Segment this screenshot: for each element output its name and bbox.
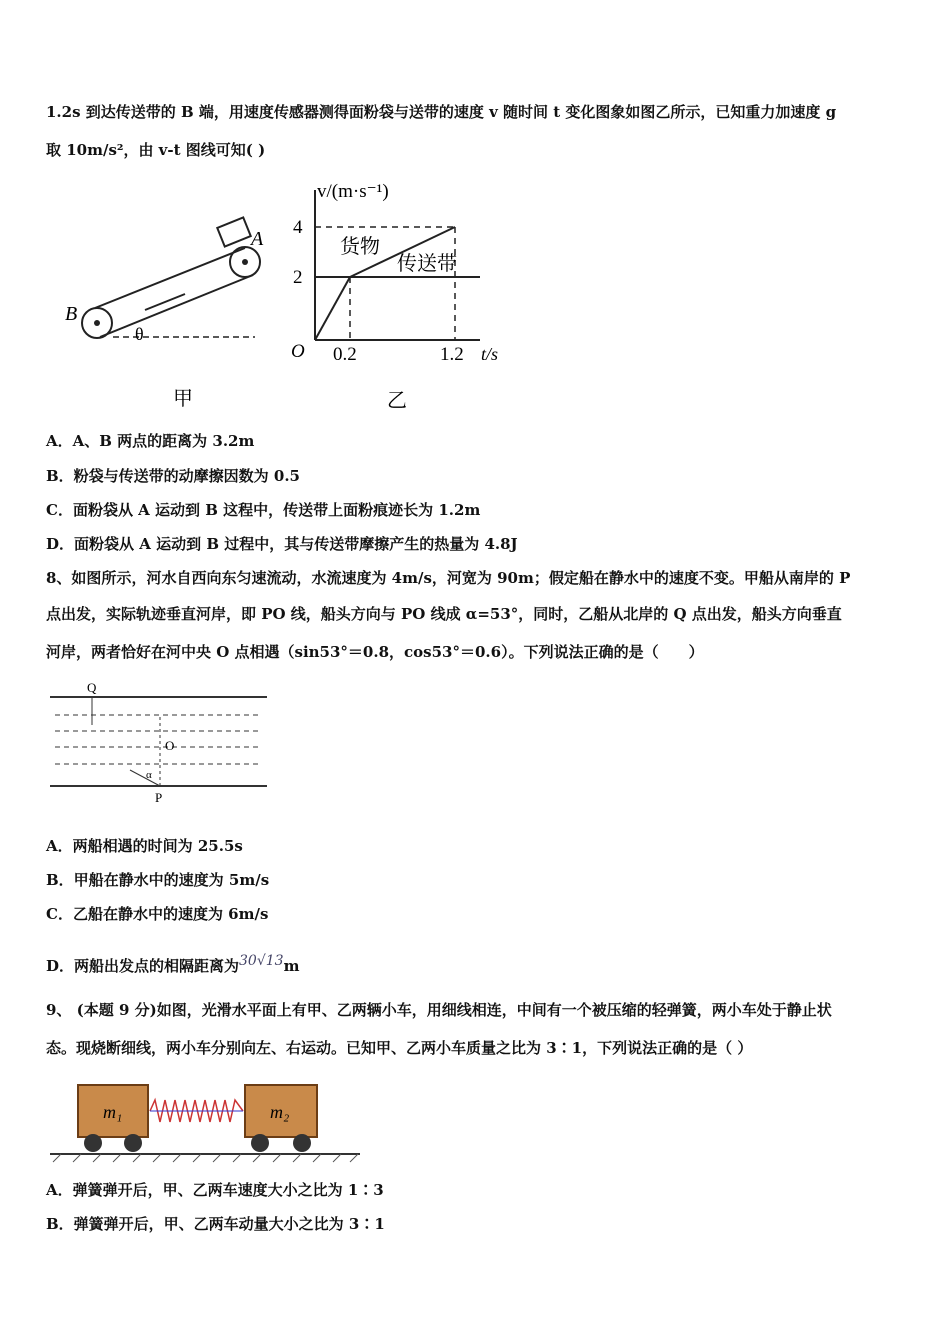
- caption-jia: 甲: [173, 388, 193, 410]
- q7-option-b: B．粉袋与传送带的动摩擦因数为 0.5: [46, 467, 300, 485]
- vt-graph: [285, 175, 525, 415]
- q8-stem-line1: 8、如图所示，河水自西向东匀速流动，水流速度为 4m/s，河宽为 90m；假定船在静水中的速度不变。甲船从南岸的 P: [46, 569, 851, 587]
- q8-option-d: [46, 951, 299, 976]
- river-figure: [45, 675, 275, 810]
- q7-stem-line2: 取 10m/s²，由 v-t 图线可知( ): [46, 141, 266, 159]
- q9-option-a: A．弹簧弹开后，甲、乙两车速度大小之比为 1∶3: [46, 1181, 384, 1199]
- tick-0.2: 0.2: [333, 344, 357, 365]
- belt-label: 传送带: [397, 253, 457, 275]
- label-B: B: [65, 303, 78, 325]
- q7-option-d: D．面粉袋从 A 运动到 B 过程中，其与传送带摩擦产生的热量为 4.8J: [46, 535, 518, 553]
- label-O: O: [165, 738, 175, 753]
- label-Q: Q: [87, 680, 97, 695]
- label-m2: m₂: [270, 1102, 290, 1122]
- q8-option-a: A．两船相遇的时间为 25.5s: [46, 837, 243, 855]
- q8-stem-line2: 点出发，实际轨迹垂直河岸，即 PO 线，船头方向与 PO 线成 α=53°，同时，乙船从北岸的 Q 点出发，船头方向垂直: [46, 605, 842, 623]
- goods-label: 货物: [340, 236, 380, 258]
- q8-option-c: C．乙船在静水中的速度为 6m/s: [46, 905, 269, 923]
- q8-option-b: B．甲船在静水中的速度为 5m/s: [46, 871, 270, 889]
- tick-4: 4: [293, 217, 303, 238]
- origin-label: O: [291, 341, 305, 362]
- carts-figure: [45, 1080, 365, 1170]
- label-P: P: [155, 790, 163, 805]
- q7-option-a: A．A、B 两点的距离为 3.2m: [46, 432, 255, 450]
- label-A: A: [251, 228, 264, 250]
- option-d-unit: m: [283, 957, 300, 975]
- tick-2: 2: [293, 267, 303, 288]
- label-m1: m₁: [103, 1102, 123, 1122]
- q8-stem-line3: 河岸，两者恰好在河中央 O 点相遇（sin53°＝0.8，cos53°＝0.6）。下列说法正确的是（ ）: [46, 643, 704, 661]
- q9-stem-line2: 态。现烧断细线，两小车分别向左、右运动。已知甲、乙两小车质量之比为 3∶1，下列说法正确的是（ ）: [46, 1039, 753, 1057]
- option-d-text: D．两船出发点的相隔距离为: [46, 957, 240, 975]
- y-axis-label: v/(m·s⁻¹): [317, 181, 389, 202]
- x-axis-label: t/s: [481, 344, 499, 364]
- caption-yi: 乙: [387, 390, 407, 412]
- q7-option-c: C．面粉袋从 A 运动到 B 这程中，传送带上面粉痕迹长为 1.2m: [46, 501, 481, 519]
- q9-stem-line1: 9、 (本题 9 分)如图，光滑水平面上有甲、乙两辆小车，用细线相连，中间有一个被压缩的轻弹簧，两小车处于静止状: [46, 1001, 832, 1019]
- q9-option-b: B．弹簧弹开后，甲、乙两车动量大小之比为 3∶1: [46, 1215, 385, 1233]
- tick-1.2: 1.2: [440, 344, 464, 365]
- q7-stem-line1: 1.2s 到达传送带的 B 端，用速度传感器测得面粉袋与送带的速度 v 随时间 t 变化图象如图乙所示，已知重力加速度 g: [46, 103, 837, 121]
- label-theta: θ: [135, 324, 144, 344]
- label-alpha: α: [146, 769, 152, 781]
- option-d-formula: 30√13: [239, 953, 284, 969]
- conveyor-figure: [55, 210, 275, 410]
